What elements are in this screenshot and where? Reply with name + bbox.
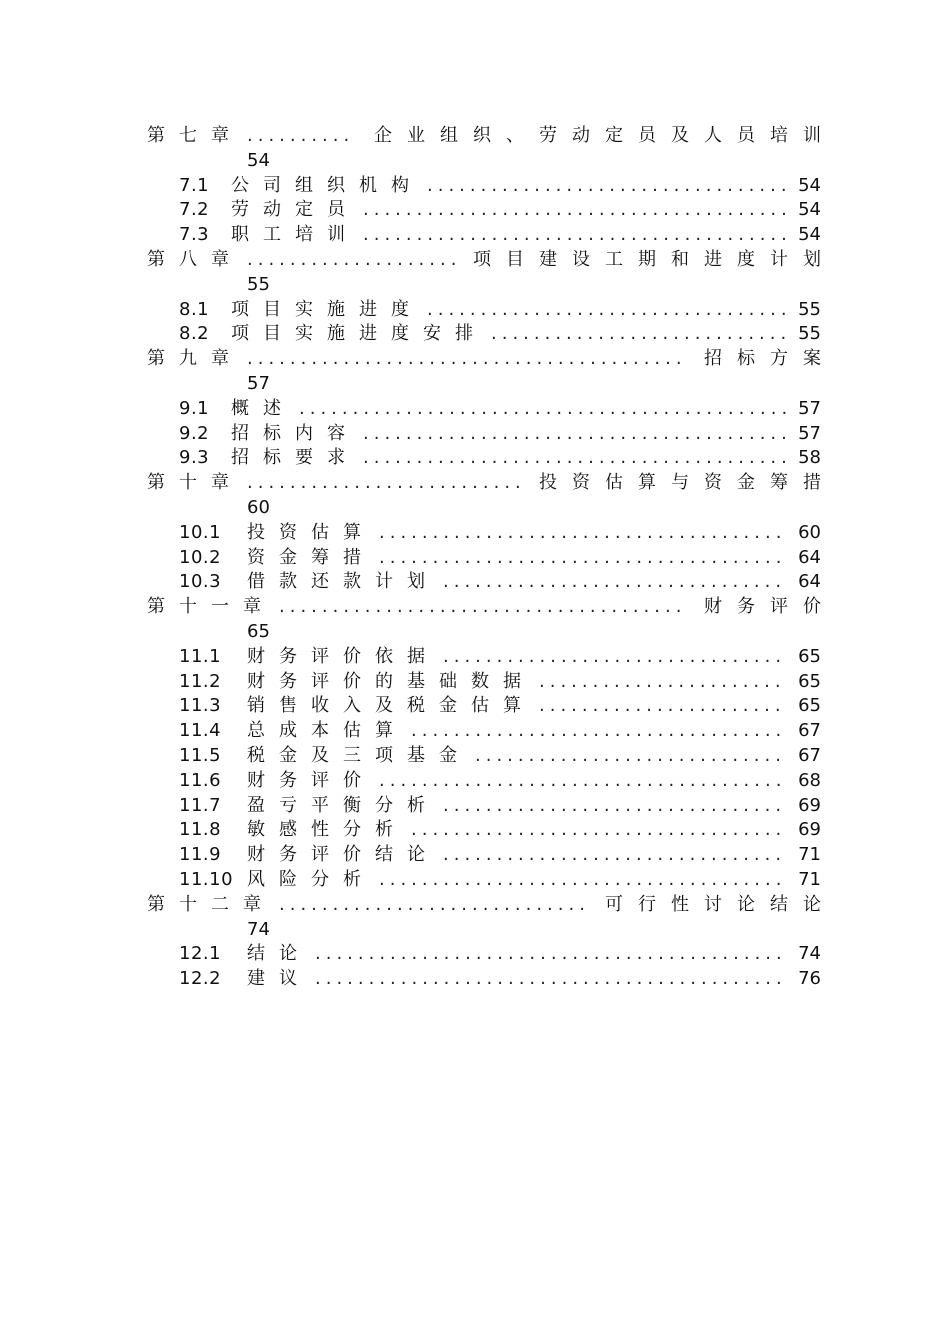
leader-dots	[443, 570, 787, 595]
toc-section-9-2[interactable]	[147, 422, 821, 447]
table-of-contents	[147, 124, 836, 992]
leader-dots	[411, 719, 787, 744]
chapter-number: 第八章	[147, 248, 243, 270]
chapter-page-number: 55	[247, 273, 270, 295]
toc-section-11-1[interactable]	[147, 645, 821, 670]
toc-section-11-6[interactable]	[147, 769, 821, 794]
chapter-title: 投资估算与资金筹措	[539, 472, 836, 494]
leader-dots	[427, 174, 787, 199]
toc-section-10-3[interactable]	[147, 570, 821, 595]
toc-section-11-7[interactable]	[147, 794, 821, 819]
section-number: 7.3	[179, 224, 210, 246]
section-title: 概述	[231, 397, 295, 419]
page-number: 68	[798, 769, 821, 791]
toc-section-11-2[interactable]	[147, 670, 821, 695]
page-number: 71	[798, 844, 821, 866]
chapter-number: 第九章	[147, 348, 243, 370]
section-title: 项目实施进度安排	[231, 323, 487, 345]
section-title: 风险分析	[247, 868, 375, 890]
section-number: 10.1	[179, 521, 222, 543]
page-number: 67	[798, 720, 821, 742]
leader-dots	[379, 769, 787, 794]
section-title: 盈亏平衡分析	[247, 794, 439, 816]
toc-section-11-5[interactable]	[147, 744, 821, 769]
section-number: 11.4	[179, 720, 222, 742]
page-number: 60	[798, 521, 821, 543]
leader-dots	[379, 521, 787, 546]
leader-dots	[363, 223, 787, 248]
chapter-page-number: 74	[247, 918, 270, 940]
section-title: 敏感性分析	[247, 819, 407, 841]
toc-chapter-12[interactable]	[147, 893, 836, 918]
page-number: 54	[798, 224, 821, 246]
toc-section-7-1[interactable]	[147, 174, 821, 199]
page-number: 69	[798, 794, 821, 816]
leader-dots	[315, 967, 787, 992]
toc-section-10-1[interactable]	[147, 521, 821, 546]
leader-dots	[247, 248, 455, 273]
section-title: 公司组织机构	[231, 174, 423, 196]
chapter-number: 第十二章	[147, 893, 275, 915]
leader-dots	[279, 893, 587, 918]
page-number: 64	[798, 546, 821, 568]
toc-section-8-1[interactable]	[147, 298, 821, 323]
page-number: 54	[798, 174, 821, 196]
page-number: 71	[798, 868, 821, 890]
toc-section-11-8[interactable]	[147, 818, 821, 843]
section-number: 9.1	[179, 397, 210, 419]
chapter-title: 项目建设工期和进度计划	[473, 248, 836, 270]
leader-dots	[363, 198, 787, 223]
toc-section-10-2[interactable]	[147, 546, 821, 571]
section-number: 7.2	[179, 199, 210, 221]
section-title: 财务评价依据	[247, 645, 439, 667]
leader-dots	[443, 843, 787, 868]
toc-section-8-2[interactable]	[147, 322, 821, 347]
toc-chapter-9[interactable]	[147, 347, 836, 372]
section-title: 资金筹措	[247, 546, 375, 568]
section-title: 结论	[247, 943, 311, 965]
section-title: 职工培训	[231, 224, 359, 246]
section-title: 建议	[247, 968, 311, 990]
section-number: 11.10	[179, 868, 234, 890]
page-number: 64	[798, 571, 821, 593]
section-number: 8.1	[179, 298, 210, 320]
leader-dots	[315, 942, 787, 967]
page-number: 76	[798, 968, 821, 990]
page-number: 55	[798, 323, 821, 345]
toc-section-11-9[interactable]	[147, 843, 821, 868]
leader-dots	[247, 471, 521, 496]
section-number: 12.1	[179, 943, 222, 965]
page-number: 69	[798, 819, 821, 841]
section-number: 9.2	[179, 422, 210, 444]
leader-dots	[539, 670, 787, 695]
section-title: 财务评价的基础数据	[247, 670, 535, 692]
page-number: 57	[798, 397, 821, 419]
leader-dots	[379, 546, 787, 571]
toc-section-7-2[interactable]	[147, 198, 821, 223]
leader-dots	[491, 322, 787, 347]
chapter-title: 企业组织、劳动定员及人员培训	[374, 125, 836, 146]
leader-dots	[363, 422, 787, 447]
leader-dots	[247, 124, 356, 149]
leader-dots	[411, 818, 787, 843]
section-number: 8.2	[179, 323, 210, 345]
toc-chapter-11[interactable]	[147, 595, 836, 620]
chapter-number: 第十章	[147, 472, 243, 494]
page-number: 65	[798, 670, 821, 692]
section-number: 11.3	[179, 695, 222, 717]
toc-section-12-1[interactable]	[147, 942, 821, 967]
section-number: 10.3	[179, 571, 222, 593]
chapter-number: 第七章	[147, 125, 243, 146]
section-title: 财务评价	[247, 769, 375, 791]
chapter-page-number: 54	[247, 149, 270, 171]
chapter-title: 可行性讨论结论	[605, 893, 836, 915]
toc-chapter-10[interactable]	[147, 471, 836, 496]
toc-chapter-7[interactable]	[147, 124, 836, 149]
section-title: 税金及三项基金	[247, 744, 471, 766]
leader-dots	[539, 694, 787, 719]
toc-section-12-2[interactable]	[147, 967, 821, 992]
section-number: 10.2	[179, 546, 222, 568]
page-number: 67	[798, 744, 821, 766]
chapter-title: 招标方案	[704, 348, 836, 370]
section-title: 投资估算	[247, 521, 375, 543]
section-number: 11.6	[179, 769, 222, 791]
section-title: 招标内容	[231, 422, 359, 444]
chapter-page-number: 57	[247, 372, 270, 394]
section-title: 借款还款计划	[247, 571, 439, 593]
toc-section-9-1[interactable]	[147, 397, 821, 422]
page-number: 57	[798, 422, 821, 444]
section-number: 9.3	[179, 447, 210, 469]
chapter-number: 第十一章	[147, 596, 275, 618]
toc-chapter-8[interactable]	[147, 248, 836, 273]
leader-dots	[379, 868, 787, 893]
section-number: 11.8	[179, 819, 222, 841]
section-number: 11.9	[179, 844, 222, 866]
section-number: 12.2	[179, 968, 222, 990]
leader-dots	[443, 645, 787, 670]
page-number: 65	[798, 695, 821, 717]
leader-dots	[279, 595, 686, 620]
section-number: 11.5	[179, 744, 222, 766]
leader-dots	[443, 794, 787, 819]
page-number: 58	[798, 447, 821, 469]
section-number: 11.1	[179, 645, 222, 667]
toc-section-11-10[interactable]	[147, 868, 821, 893]
toc-section-11-3[interactable]	[147, 694, 821, 719]
section-title: 销售收入及税金估算	[247, 695, 535, 717]
leader-dots	[427, 298, 787, 323]
section-title: 招标要求	[231, 447, 359, 469]
section-number: 11.2	[179, 670, 222, 692]
page-number: 74	[798, 943, 821, 965]
leader-dots	[299, 397, 787, 422]
leader-dots	[247, 347, 686, 372]
leader-dots	[475, 744, 787, 769]
page-number: 55	[798, 298, 821, 320]
section-title: 项目实施进度	[231, 298, 423, 320]
toc-section-9-3[interactable]	[147, 446, 821, 471]
section-number: 11.7	[179, 794, 222, 816]
section-number: 7.1	[179, 174, 210, 196]
page-number: 65	[798, 645, 821, 667]
leader-dots	[363, 446, 787, 471]
toc-section-7-3[interactable]	[147, 223, 821, 248]
page-number: 54	[798, 199, 821, 221]
toc-section-11-4[interactable]	[147, 719, 821, 744]
section-title: 劳动定员	[231, 199, 359, 221]
section-title: 总成本估算	[247, 720, 407, 742]
chapter-title: 财务评价	[704, 596, 836, 618]
section-title: 财务评价结论	[247, 844, 439, 866]
chapter-page-number: 60	[247, 496, 270, 518]
chapter-page-number: 65	[247, 620, 270, 642]
